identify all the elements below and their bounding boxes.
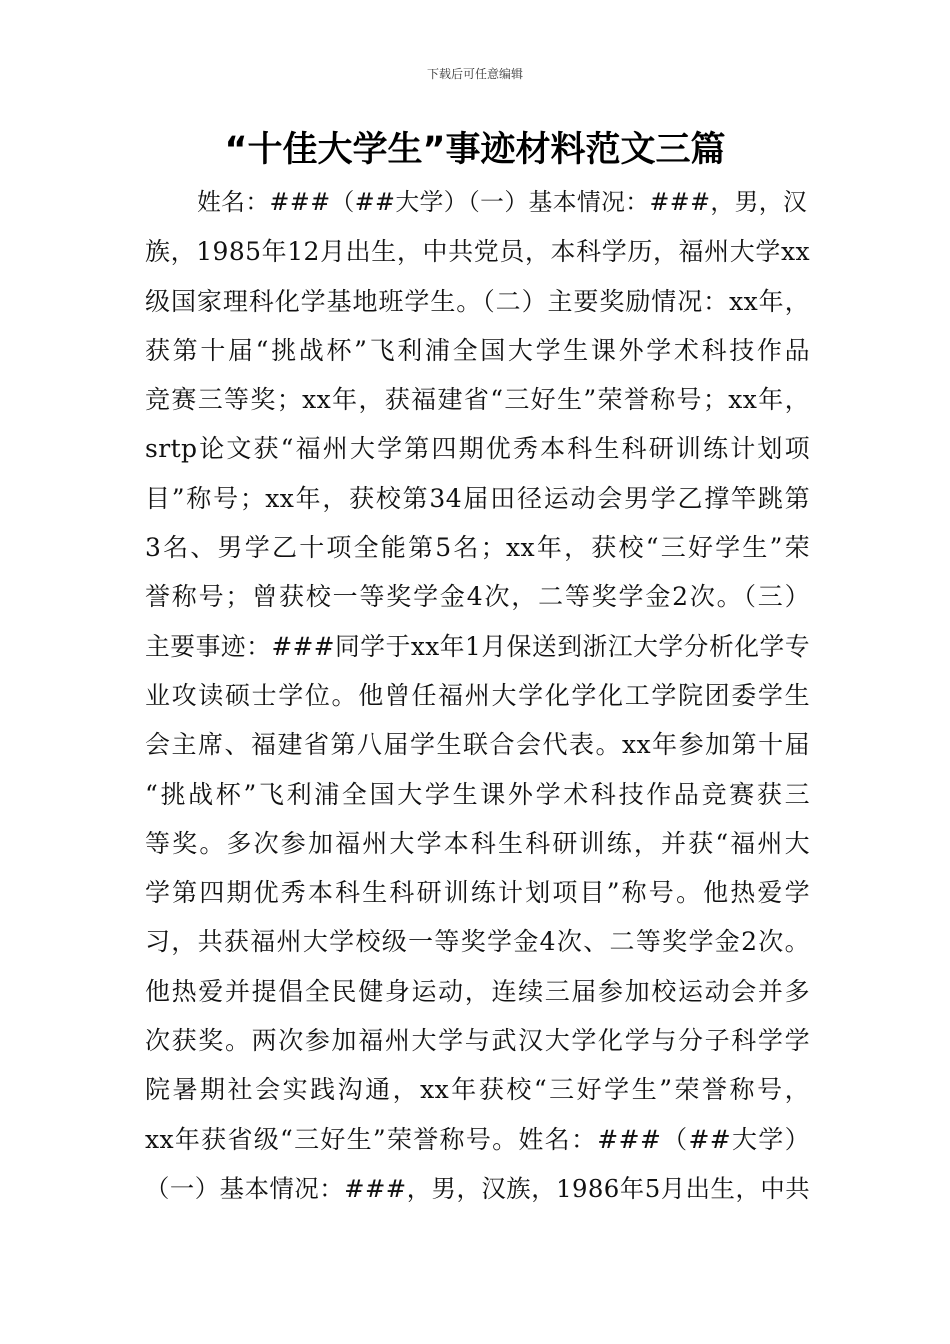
document-body — [145, 178, 810, 1213]
body-line: 目”称号；xx年，获校第34届田径运动会男学乙撑竿跳第 — [145, 483, 810, 513]
body-line: 3名、男学乙十项全能第5名；xx年，获校“三好学生”荣 — [145, 533, 810, 563]
body-line: 习，共获福州大学校级一等奖学金4次、二等奖学金2次。 — [145, 927, 810, 957]
body-line: 他热爱并提倡全民健身运动，连续三届参加校运动会并多 — [145, 976, 810, 1006]
body-line: 族，1985年12月出生，中共党员，本科学历，福州大学xx — [145, 237, 810, 267]
body-line: xx年获省级“三好生”荣誉称号。姓名：###（##大学） — [145, 1124, 810, 1154]
body-line: 学第四期优秀本科生科研训练计划项目”称号。他热爱学 — [145, 878, 810, 908]
body-line: 级国家理科化学基地班学生。（二）主要奖励情况：xx年， — [145, 286, 810, 316]
body-line: 院暑期社会实践沟通，xx年获校“三好学生”荣誉称号， — [145, 1075, 810, 1105]
body-line: 业攻读硕士学位。他曾任福州大学化学化工学院团委学生 — [145, 680, 810, 710]
body-line: 获第十届“挑战杯”飞利浦全国大学生课外学术科技作品 — [145, 335, 810, 365]
body-line: 会主席、福建省第八届学生联合会代表。xx年参加第十届 — [145, 730, 810, 760]
body-line: 誉称号；曾获校一等奖学金4次，二等奖学金2次。（三） — [145, 582, 810, 612]
body-line: 次获奖。两次参加福州大学与武汉大学化学与分子科学学 — [145, 1026, 810, 1056]
document-title: “十佳大学生”事迹材料范文三篇 — [224, 130, 726, 170]
body-line: 等奖。多次参加福州大学本科生科研训练，并获“福州大 — [145, 828, 810, 858]
body-line: 姓名：###（##大学）（一）基本情况：###，男，汉 — [197, 188, 808, 216]
body-line: “挑战杯”飞利浦全国大学生课外学术科技作品竞赛获三 — [145, 779, 810, 809]
body-line: 主要事迹：###同学于xx年1月保送到浙江大学分析化学专 — [145, 631, 810, 661]
header-note: 下载后可任意编辑 — [426, 67, 523, 81]
body-line: srtp论文获“福州大学第四期优秀本科生科研训练计划项 — [145, 434, 810, 464]
body-line: 竞赛三等奖；xx年，获福建省“三好生”荣誉称号；xx年， — [145, 385, 810, 415]
body-line: （一）基本情况：###，男，汉族，1986年5月出生，中共 — [145, 1173, 810, 1203]
